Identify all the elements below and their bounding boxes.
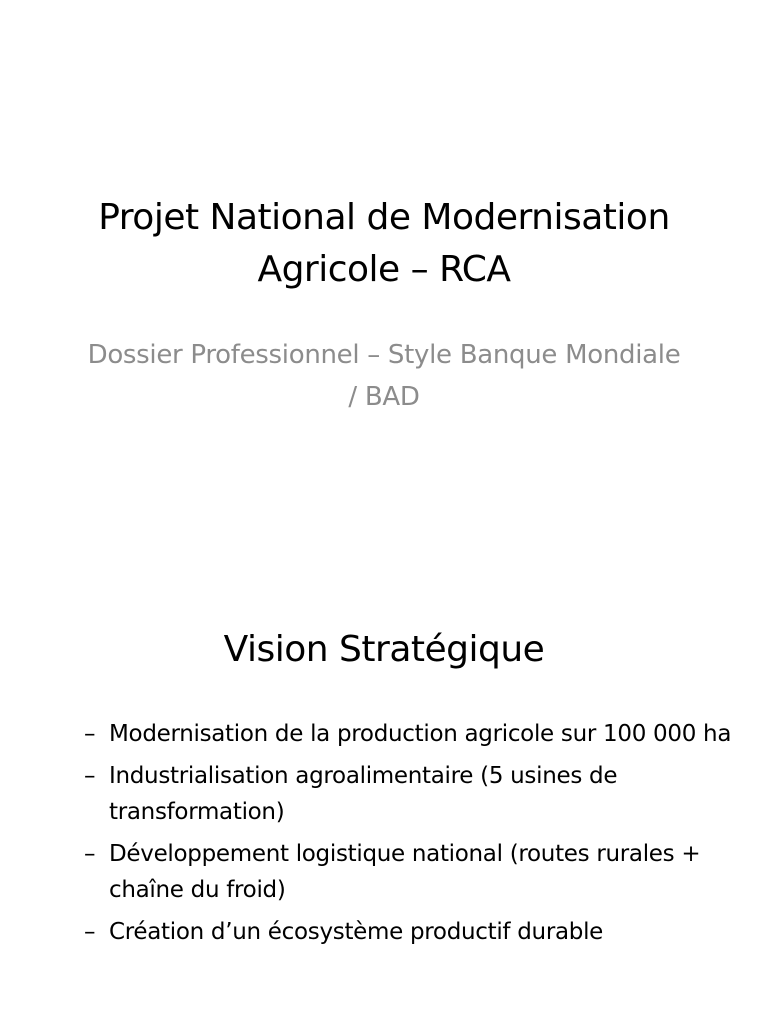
bullet-list xyxy=(84,716,734,956)
bullet-text: Modernisation de la production agricole sur 100 000 ha xyxy=(109,721,732,747)
dash-marker: – xyxy=(84,919,96,945)
list-item xyxy=(84,716,734,752)
slide-vision xyxy=(0,512,768,1024)
slide-title-heading: Projet National de Modernisation Agricole – RCA xyxy=(98,197,670,290)
bullet-text: Industrialisation agroalimentaire (5 usines de transformation) xyxy=(109,763,618,825)
list-item xyxy=(84,914,734,950)
dash-marker: – xyxy=(84,721,96,747)
vision-heading: Vision Stratégique xyxy=(223,629,545,670)
slide-subtitle: Dossier Professionnel – Style Banque Mondiale / BAD xyxy=(87,340,681,412)
bullet-text: Développement logistique national (routes rurales + chaîne du froid) xyxy=(109,841,701,903)
dash-marker: – xyxy=(84,763,96,789)
dash-marker: – xyxy=(84,841,96,867)
list-item xyxy=(84,836,734,908)
list-item xyxy=(84,758,734,830)
bullet-text: Création d’un écosystème productif durable xyxy=(109,919,604,945)
